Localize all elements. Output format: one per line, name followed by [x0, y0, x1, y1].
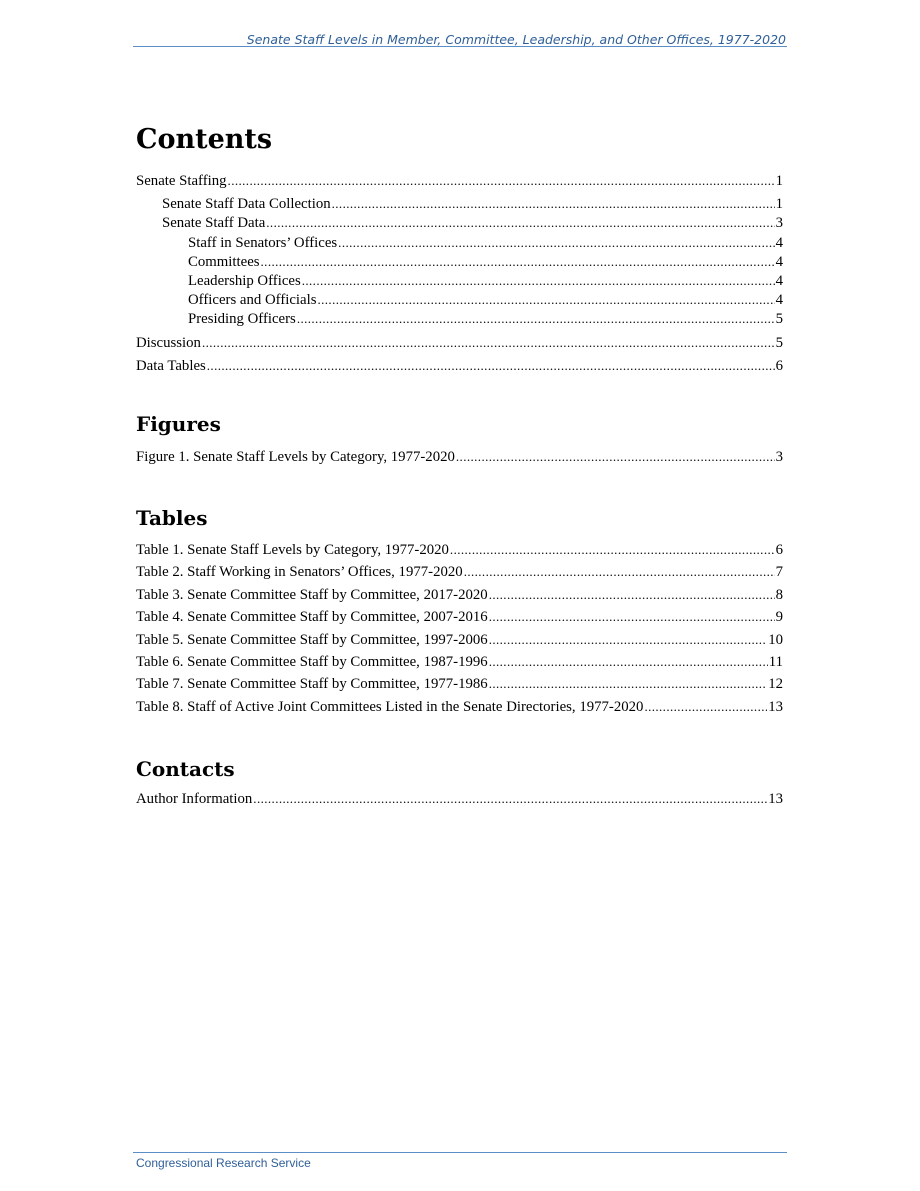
- dot-leader: [464, 564, 775, 580]
- contents-heading: Contents: [136, 124, 273, 155]
- toc-entry-text: Figure 1. Senate Staff Levels by Category, 1977-2020: [136, 449, 455, 465]
- toc-entry-text: Table 7. Senate Committee Staff by Committee, 1977-1986: [136, 676, 488, 693]
- dot-leader: [489, 632, 768, 648]
- toc-entry-page: 5: [775, 334, 783, 351]
- toc-entry-senate-staff-data-collection[interactable]: [136, 196, 783, 215]
- toc-entry-page: 11: [768, 653, 783, 670]
- toc-entry-page: 5: [775, 311, 783, 328]
- dot-leader: [450, 542, 775, 558]
- dot-leader: [253, 791, 767, 807]
- toc-entry-officers-and-officials[interactable]: [136, 292, 783, 311]
- toc-entry-page: 4: [775, 292, 783, 309]
- toc-entry-text: Discussion: [136, 334, 201, 351]
- dot-leader: [261, 254, 775, 270]
- toc-entry-table-7[interactable]: [136, 676, 783, 698]
- toc-entry-table-6[interactable]: [136, 654, 783, 676]
- toc-entry-text: Table 3. Senate Committee Staff by Committee, 2017-2020: [136, 586, 488, 603]
- toc-entry-page: 12: [768, 676, 783, 693]
- dot-leader: [338, 235, 774, 251]
- toc-entry-text: Table 2. Staff Working in Senators’ Offices, 1977-2020: [136, 564, 463, 581]
- toc-entry-page: 3: [775, 215, 783, 232]
- dot-leader: [489, 609, 775, 625]
- toc-entry-committees[interactable]: [136, 254, 783, 273]
- toc-entry-page: 13: [768, 698, 783, 715]
- toc-entry-page: 6: [775, 357, 783, 374]
- toc-entry-table-4[interactable]: [136, 609, 783, 631]
- dot-leader: [456, 449, 775, 465]
- dot-leader: [266, 215, 774, 231]
- toc-entry-page: 3: [775, 449, 783, 465]
- toc-entry-text: Senate Staff Data: [162, 215, 266, 232]
- toc-entry-page: 10: [768, 631, 783, 648]
- toc-entry-senate-staff-data[interactable]: [136, 215, 783, 234]
- dot-leader: [228, 173, 775, 189]
- toc-entry-text: Data Tables: [136, 357, 206, 374]
- toc-entry-data-tables[interactable]: [136, 358, 783, 377]
- toc-entry-author-information[interactable]: [136, 791, 783, 813]
- toc-entry-text: Committees: [188, 253, 260, 270]
- toc-entry-table-3[interactable]: [136, 587, 783, 609]
- toc-entry-table-8[interactable]: [136, 699, 783, 721]
- toc-entry-table-5[interactable]: [136, 632, 783, 654]
- dot-leader: [644, 699, 767, 715]
- toc-entry-page: 4: [775, 272, 783, 289]
- dot-leader: [317, 292, 774, 308]
- dot-leader: [297, 311, 775, 327]
- toc-entry-page: 1: [775, 173, 783, 189]
- toc-entry-text: Presiding Officers: [188, 311, 296, 328]
- toc-entry-text: Senate Staff Data Collection: [162, 196, 331, 213]
- toc-entry-leadership-offices[interactable]: [136, 273, 783, 292]
- toc-entry-page: 9: [775, 609, 783, 626]
- toc-entry-text: Table 5. Senate Committee Staff by Committee, 1997-2006: [136, 631, 488, 648]
- toc-entry-page: 1: [775, 196, 783, 213]
- toc-entry-figure-1[interactable]: [136, 449, 783, 471]
- toc-entry-page: 4: [775, 253, 783, 270]
- tables-list: [136, 542, 783, 721]
- dot-leader: [202, 335, 775, 351]
- tables-heading: Tables: [136, 506, 208, 530]
- figures-list: [136, 449, 783, 471]
- toc-entry-page: 7: [775, 564, 783, 581]
- dot-leader: [302, 273, 775, 289]
- footer-rule: [133, 1152, 787, 1153]
- toc-entry-text: Leadership Offices: [188, 272, 301, 289]
- toc-entry-page: 6: [775, 542, 783, 558]
- contacts-list: [136, 791, 783, 813]
- dot-leader: [332, 196, 775, 212]
- toc-entry-text: Table 1. Senate Staff Levels by Category, 1977-2020: [136, 542, 449, 558]
- toc-entry-text: Officers and Officials: [188, 292, 317, 309]
- toc-entry-table-1[interactable]: [136, 542, 783, 564]
- contacts-heading: Contacts: [136, 757, 235, 781]
- toc-entry-text: Author Information: [136, 791, 253, 807]
- header-rule: [133, 46, 787, 47]
- toc-entry-discussion[interactable]: [136, 335, 783, 354]
- toc-entry-text: Staff in Senators’ Offices: [188, 234, 338, 251]
- dot-leader: [489, 654, 768, 670]
- toc-entry-table-2[interactable]: [136, 564, 783, 586]
- toc-entry-presiding-officers[interactable]: [136, 311, 783, 330]
- toc-entry-senate-staffing[interactable]: [136, 173, 783, 192]
- toc-entry-page: 4: [775, 234, 783, 251]
- running-footer: Congressional Research Service: [136, 1156, 311, 1170]
- toc-entry-staff-in-senators-offices[interactable]: [136, 235, 783, 254]
- toc-entry-page: 8: [775, 586, 783, 603]
- toc-entry-text: Table 8. Staff of Active Joint Committees Listed in the Senate Directories, 1977-2020: [136, 698, 644, 715]
- toc-entry-text: Table 4. Senate Committee Staff by Committee, 2007-2016: [136, 609, 488, 626]
- toc-entry-page: 13: [768, 791, 783, 807]
- dot-leader: [489, 587, 775, 603]
- dot-leader: [489, 676, 768, 692]
- contents-list: [136, 173, 783, 377]
- toc-entry-text: Table 6. Senate Committee Staff by Committee, 1987-1996: [136, 653, 488, 670]
- toc-entry-text: Senate Staffing: [136, 173, 227, 189]
- running-header: Senate Staff Levels in Member, Committee, Leadership, and Other Offices, 1977-2020: [246, 32, 786, 47]
- figures-heading: Figures: [136, 412, 221, 436]
- dot-leader: [207, 358, 775, 374]
